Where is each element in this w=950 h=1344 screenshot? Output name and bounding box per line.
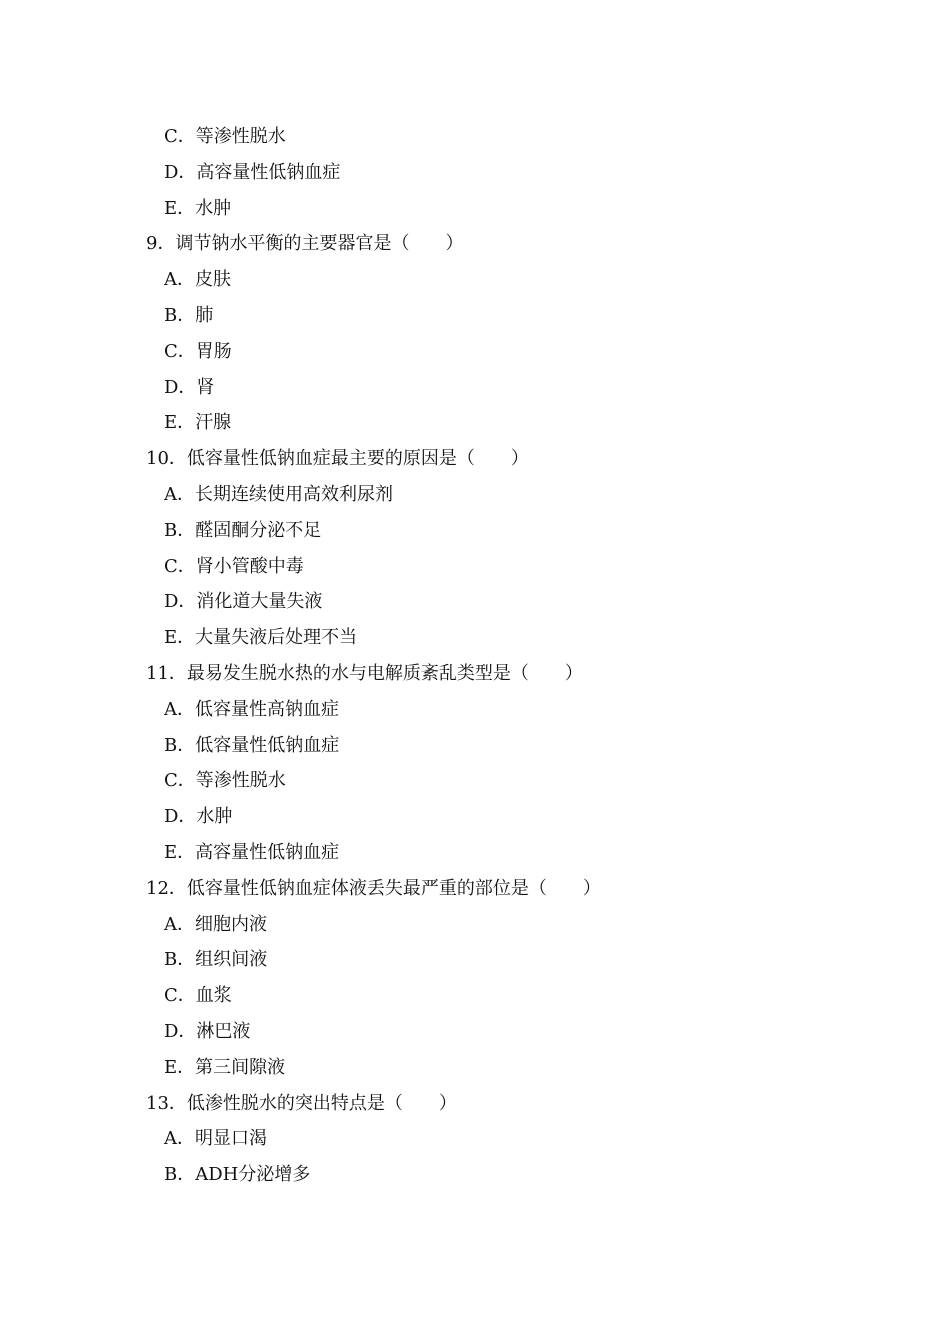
option-line: A．长期连续使用高效利尿剂 [164,483,393,505]
question-11: 11．最易发生脱水热的水与电解质紊乱类型是（ ） [146,662,583,684]
question-10: 10．低容量性低钠血症最主要的原因是（ ） [146,448,529,470]
option-line: E．第三间隙液 [164,1056,286,1078]
option-line: B．组织间液 [164,949,268,971]
question-9: 9．调节钠水平衡的主要器官是（ ） [146,233,464,255]
question-13: 13．低渗性脱水的突出特点是（ ） [146,1092,457,1114]
option-line: C．胃肠 [164,340,232,362]
option-line: A．低容量性高钠血症 [164,698,339,720]
option-line: C．等渗性脱水 [164,126,286,147]
option-line: B．醛固酮分泌不足 [164,519,322,541]
option-line: B．肺 [164,304,214,326]
option-line: E．大量失液后处理不当 [164,627,358,649]
option-line: C．等渗性脱水 [164,770,286,792]
option-line: D．淋巴液 [164,1020,251,1042]
option-line: D．肾 [164,376,215,398]
option-line: C．肾小管酸中毒 [164,555,304,577]
option-line: C．血浆 [164,985,232,1007]
option-line: D．高容量性低钠血症 [164,161,341,183]
option-line: E．高容量性低钠血症 [164,841,340,863]
question-12: 12．低容量性低钠血症体液丢失最严重的部位是（ ） [146,877,601,899]
option-line: E．水肿 [164,197,232,219]
option-line: B．ADH分泌增多 [164,1164,311,1186]
option-line: A．皮肤 [164,269,231,291]
document-body [0,119,950,1193]
option-line: A．细胞内液 [164,913,267,935]
option-line: E．汗腺 [164,412,232,434]
option-line: D．消化道大量失液 [164,591,323,613]
option-line: B．低容量性低钠血症 [164,734,340,756]
option-line: D．水肿 [164,806,233,828]
option-line: A．明显口渴 [164,1128,267,1150]
